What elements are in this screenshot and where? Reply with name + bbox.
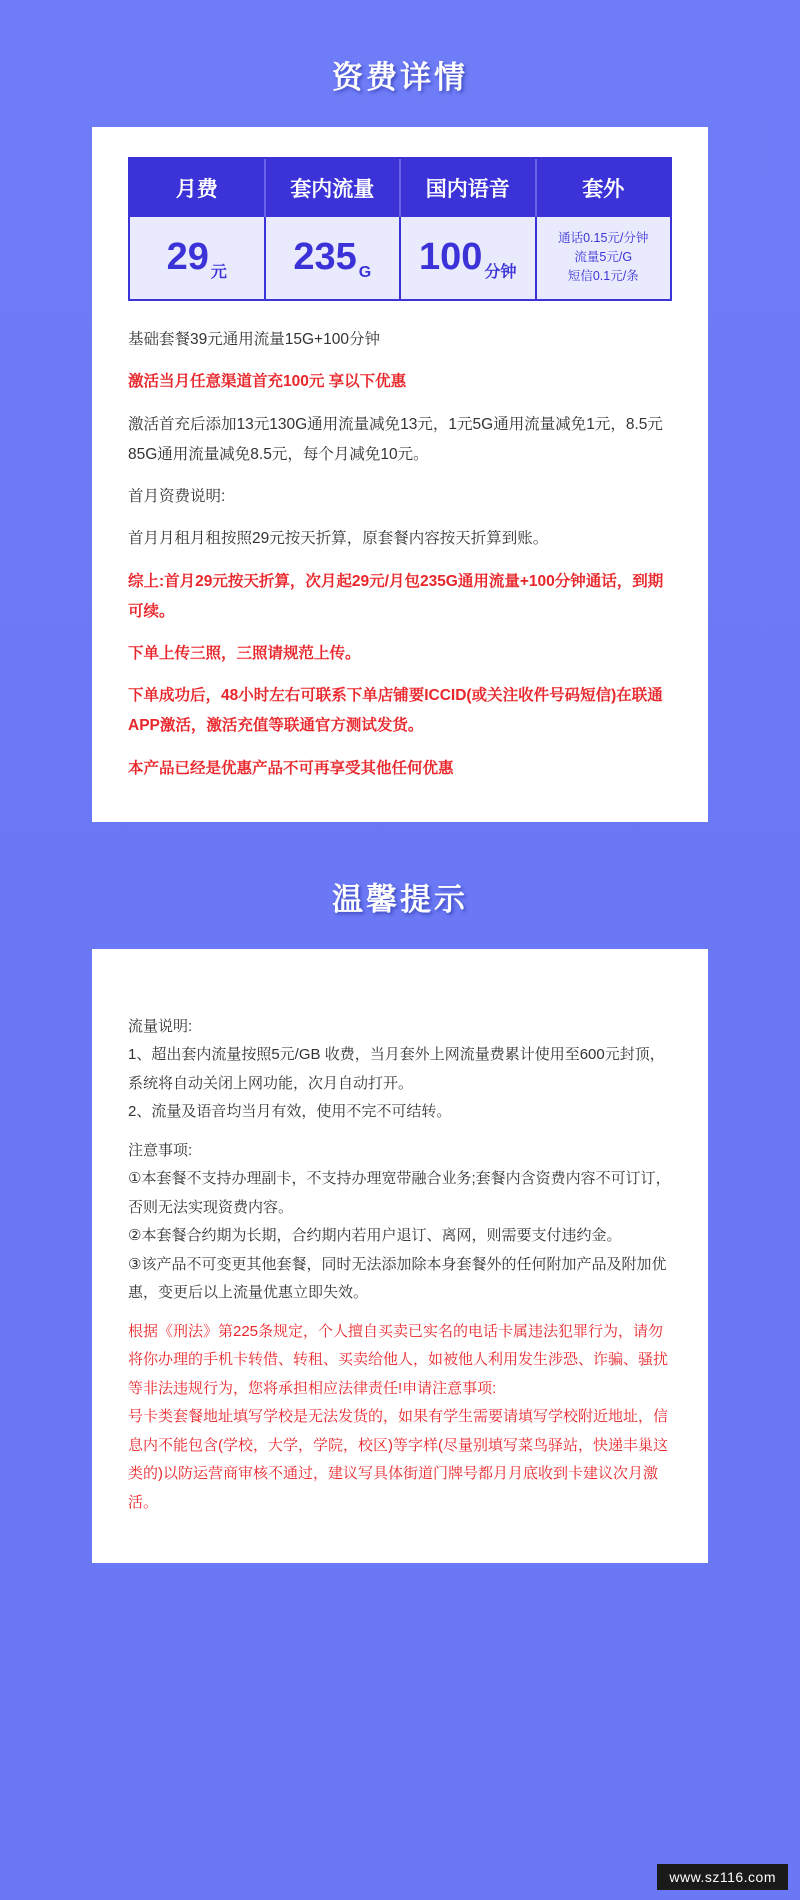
fee-description-list xyxy=(92,301,708,784)
fee-line-summary: 综上:首月29元按天折算，次月起29元/月包235G通用流量+100分钟通话，到期可续。 xyxy=(128,572,664,620)
fee-section-title: 资费详情 xyxy=(332,60,468,95)
tips-line-data-2: 2、流量及语音均当月有效，使用不完不可结转。 xyxy=(128,1103,452,1121)
price-header-domestic-voice: 国内语音 xyxy=(401,159,537,217)
watermark-label: www.sz116.com xyxy=(657,1864,788,1890)
fee-card xyxy=(92,127,708,822)
fee-line-base-plan: 基础套餐39元通用流量15G+100分钟 xyxy=(128,331,380,349)
tips-line-data-heading: 流量说明: xyxy=(128,1017,193,1035)
tips-line-legal-warning: 根据《刑法》第225条规定，个人擅自买卖已实名的电话卡属违法犯罪行为，请勿将你办理的手机卡转借、转租、买卖给他人，如被他人利用发生涉恐、诈骗、骚扰等非法违规行为，您将承担相应法律责任!申请注意事项: xyxy=(128,1322,669,1397)
price-header-out-of-bundle: 套外 xyxy=(582,178,625,201)
domestic-voice-number: 100 xyxy=(419,236,483,279)
price-table xyxy=(128,157,672,301)
tips-line-note-1: ①本套餐不支持办理副卡，不支持办理宽带融合业务;套餐内含资费内容不可订订，否则无法实现资费内容。 xyxy=(128,1170,671,1216)
price-header-included-data: 套内流量 xyxy=(266,159,402,217)
price-header-monthly-fee: 月费 xyxy=(130,159,266,217)
fee-line-no-other-promo: 本产品已经是优惠产品不可再享受其他任何优惠 xyxy=(128,759,454,777)
tips-line-notes-heading: 注意事项: xyxy=(128,1141,193,1159)
tips-line-data-1: 1、超出套内流量按照5元/GB 收费，当月套外上网流量费累计使用至600元封顶，系统将自动关闭上网功能，次月自动打开。 xyxy=(128,1046,665,1092)
tips-line-address-warning: 号卡类套餐地址填写学校是无法发货的，如果有学生需要请填写学校附近地址，信息内不能包含(学校，大学，学院，校区)等字样(尽量别填写菜鸟驿站，快递丰巢这类的)以防运营商审核不通过，建议写具体街道门牌号都月月底收到卡建议次月激活。 xyxy=(128,1408,669,1511)
fee-line-discount-detail: 激活首充后添加13元130G通用流量减免13元，1元5G通用流量减免1元，8.5元85G通用流量减免8.5元，每个月减免10元。 xyxy=(128,415,663,463)
tips-line-note-2: ②本套餐合约期为长期，合约期内若用户退订、离网，则需要支付违约金。 xyxy=(128,1227,622,1245)
fee-line-activation-promo: 激活当月任意渠道首充100元 享以下优惠 xyxy=(128,373,407,391)
fee-line-first-month-heading: 首月资费说明: xyxy=(128,488,226,506)
out-of-bundle-rates xyxy=(558,229,648,285)
price-value-monthly-fee xyxy=(130,217,266,299)
price-value-domestic-voice xyxy=(401,217,537,299)
tips-card xyxy=(92,949,708,1564)
tips-section-title: 温馨提示 xyxy=(332,881,468,917)
tips-description-list xyxy=(92,979,708,1528)
out-of-bundle-sms-rate: 短信0.1元/条 xyxy=(567,268,639,283)
included-data-number: 235 xyxy=(293,236,357,279)
included-data-unit: G xyxy=(358,264,372,282)
tips-line-note-3: ③该产品不可变更其他套餐，同时无法添加除本身套餐外的任何附加产品及附加优惠，变更后以上流量优惠立即失效。 xyxy=(128,1255,667,1302)
fee-line-first-month-detail: 首月月租月租按照29元按天折算，原套餐内容按天折算到账。 xyxy=(128,530,549,548)
domestic-voice-unit: 分钟 xyxy=(484,264,517,282)
out-of-bundle-data-rate: 流量5元/G xyxy=(574,249,633,264)
fee-line-activation-steps: 下单成功后，48小时左右可联系下单店铺要ICCID(或关注收件号码短信)在联通APP激活，激活充值等联通官方测试发货。 xyxy=(128,687,663,735)
monthly-fee-unit: 元 xyxy=(210,264,227,282)
out-of-bundle-voice-rate: 通话0.15元/分钟 xyxy=(558,231,649,245)
price-value-included-data xyxy=(266,217,402,299)
monthly-fee-number: 29 xyxy=(166,236,209,279)
price-table-header-row xyxy=(130,159,670,217)
price-value-out-of-bundle xyxy=(537,217,671,299)
price-table-value-row xyxy=(130,217,670,299)
fee-line-upload-photos: 下单上传三照，三照请规范上传。 xyxy=(128,645,361,662)
